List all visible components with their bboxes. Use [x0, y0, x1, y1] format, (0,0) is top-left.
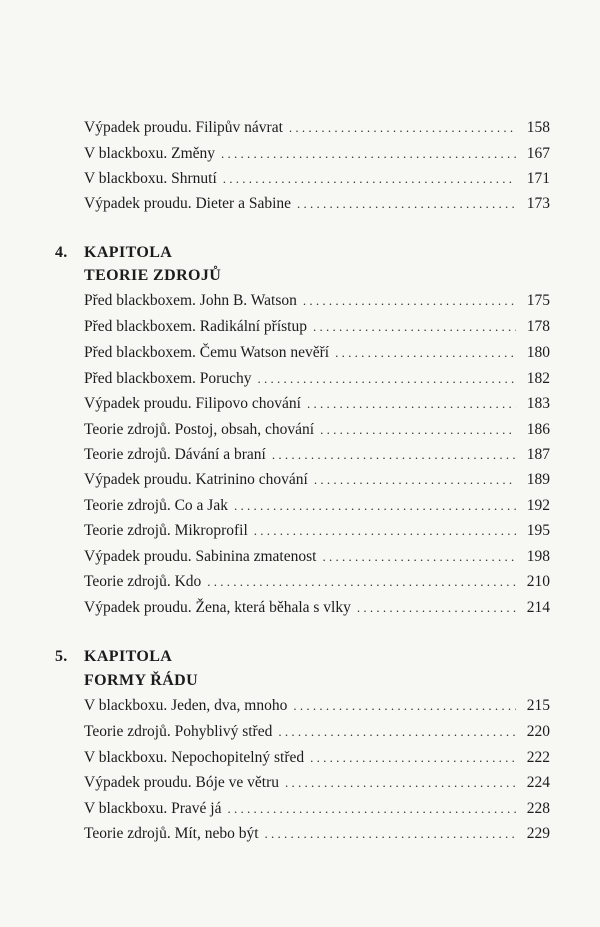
toc-entry-title: Teorie zdrojů. Co a Jak [84, 497, 228, 514]
toc-entry-page: 210 [526, 573, 550, 590]
toc-entry-page: 178 [526, 318, 550, 335]
toc-entry-title: Před blackboxem. Čemu Watson nevěří [84, 344, 330, 361]
toc-leader-dots [278, 720, 516, 744]
toc-entry-title: Výpadek proudu. Katrinino chování [84, 471, 308, 488]
toc-entry-title: Před blackboxem. John B. Watson [84, 292, 297, 309]
toc-entry-page: 228 [526, 800, 550, 817]
toc-leader-dots [322, 545, 516, 569]
toc-entry-page: 186 [526, 421, 550, 438]
toc-entry-page: 220 [526, 723, 550, 740]
toc-entry-title: Výpadek proudu. Bóje ve větru [84, 774, 279, 791]
toc-entry-title: Výpadek proudu. Dieter a Sabine [84, 195, 292, 212]
toc-entry-page: 180 [526, 344, 550, 361]
toc-leader-dots [313, 315, 516, 339]
toc-leader-dots [357, 596, 516, 620]
toc-entry [84, 418, 550, 442]
toc-leader-dots [234, 494, 516, 518]
toc-entry-title: V blackboxu. Jeden, dva, mnoho [84, 697, 288, 714]
toc-entry-page: 187 [526, 446, 550, 463]
toc-leader-dots [221, 142, 516, 166]
toc-entry-title: Teorie zdrojů. Kdo [84, 573, 202, 590]
toc-leader-dots [289, 116, 516, 140]
toc-entry [84, 694, 550, 718]
toc-entry [84, 519, 550, 543]
toc-leader-dots [335, 341, 516, 365]
toc-entry [84, 315, 550, 339]
toc-entry-title: Teorie zdrojů. Mít, nebo být [84, 825, 259, 842]
toc-entry [84, 167, 550, 191]
chapter-title: TEORIE ZDROJŮ [84, 267, 222, 284]
chapter-label: KAPITOLA [84, 648, 173, 665]
toc-leader-dots [314, 468, 516, 492]
toc-entry [84, 797, 550, 821]
toc-leader-dots [307, 392, 516, 416]
toc-entry-page: 171 [526, 170, 550, 187]
toc-entry [84, 596, 550, 620]
toc-entry-page: 195 [526, 522, 550, 539]
toc-leader-dots [265, 822, 516, 846]
toc-entry-title: Před blackboxem. Poruchy [84, 370, 252, 387]
toc-entry-page: 229 [526, 825, 550, 842]
toc-entry-page: 175 [526, 292, 550, 309]
toc-leader-dots [227, 797, 516, 821]
toc-leader-dots [223, 167, 516, 191]
toc-entry-page: 214 [526, 599, 550, 616]
toc-entry-page: 192 [526, 497, 550, 514]
toc-entry-page: 189 [526, 471, 550, 488]
toc-entry-title: Teorie zdrojů. Mikroprofil [84, 522, 248, 539]
toc-entry [84, 822, 550, 846]
toc-entry [84, 494, 550, 518]
toc-entry [84, 720, 550, 744]
toc-entry-page: 222 [526, 749, 550, 766]
toc-entry-page: 182 [526, 370, 550, 387]
toc-entry-page: 173 [526, 195, 550, 212]
toc-entry [84, 192, 550, 216]
toc-entry-title: Výpadek proudu. Sabinina zmatenost [84, 548, 317, 565]
toc-leader-dots [272, 443, 516, 467]
toc-leader-dots [257, 367, 516, 391]
toc-entry [84, 116, 550, 140]
toc-entry-title: Teorie zdrojů. Dávání a braní [84, 446, 266, 463]
toc-entry-page: 215 [526, 697, 550, 714]
toc-entry [84, 443, 550, 467]
toc-leader-dots [303, 289, 516, 313]
toc-entry-title: V blackboxu. Nepochopitelný střed [84, 749, 305, 766]
toc-entry [84, 367, 550, 391]
chapter-label: KAPITOLA [84, 244, 173, 261]
toc-entry-page: 198 [526, 548, 550, 565]
toc-entry-title: Výpadek proudu. Žena, která běhala s vlky [84, 599, 351, 616]
toc-entry-title: Před blackboxem. Radikální přístup [84, 318, 307, 335]
toc-entry [84, 545, 550, 569]
toc-leader-dots [285, 771, 516, 795]
toc-entry-page: 158 [526, 119, 550, 136]
toc-entry-page: 183 [526, 395, 550, 412]
toc-entry [84, 570, 550, 594]
toc-leader-dots [320, 418, 516, 442]
toc-entry [84, 289, 550, 313]
toc-entry-title: V blackboxu. Změny [84, 145, 216, 162]
toc-entry-title: V blackboxu. Pravé já [84, 800, 222, 817]
toc-entry-title: Teorie zdrojů. Postoj, obsah, chování [84, 421, 315, 438]
chapter-title: FORMY ŘÁDU [84, 672, 199, 689]
toc-entry-page: 167 [526, 145, 550, 162]
toc-entry [84, 468, 550, 492]
chapter-number: 5. [55, 648, 68, 665]
toc-leader-dots [297, 192, 516, 216]
toc-leader-dots [293, 694, 516, 718]
toc-leader-dots [310, 746, 516, 770]
toc-entry [84, 746, 550, 770]
chapter-number: 4. [55, 244, 68, 261]
toc-entry-title: Výpadek proudu. Filipovo chování [84, 395, 301, 412]
toc-entry [84, 771, 550, 795]
toc-entry [84, 392, 550, 416]
toc-entry-title: Teorie zdrojů. Pohyblivý střed [84, 723, 273, 740]
toc-entry [84, 341, 550, 365]
toc-entry-page: 224 [526, 774, 550, 791]
toc-entry-title: V blackboxu. Shrnutí [84, 170, 217, 187]
toc-leader-dots [254, 519, 516, 543]
toc-leader-dots [207, 570, 516, 594]
toc-entry-title: Výpadek proudu. Filipův návrat [84, 119, 283, 136]
toc-entry [84, 142, 550, 166]
